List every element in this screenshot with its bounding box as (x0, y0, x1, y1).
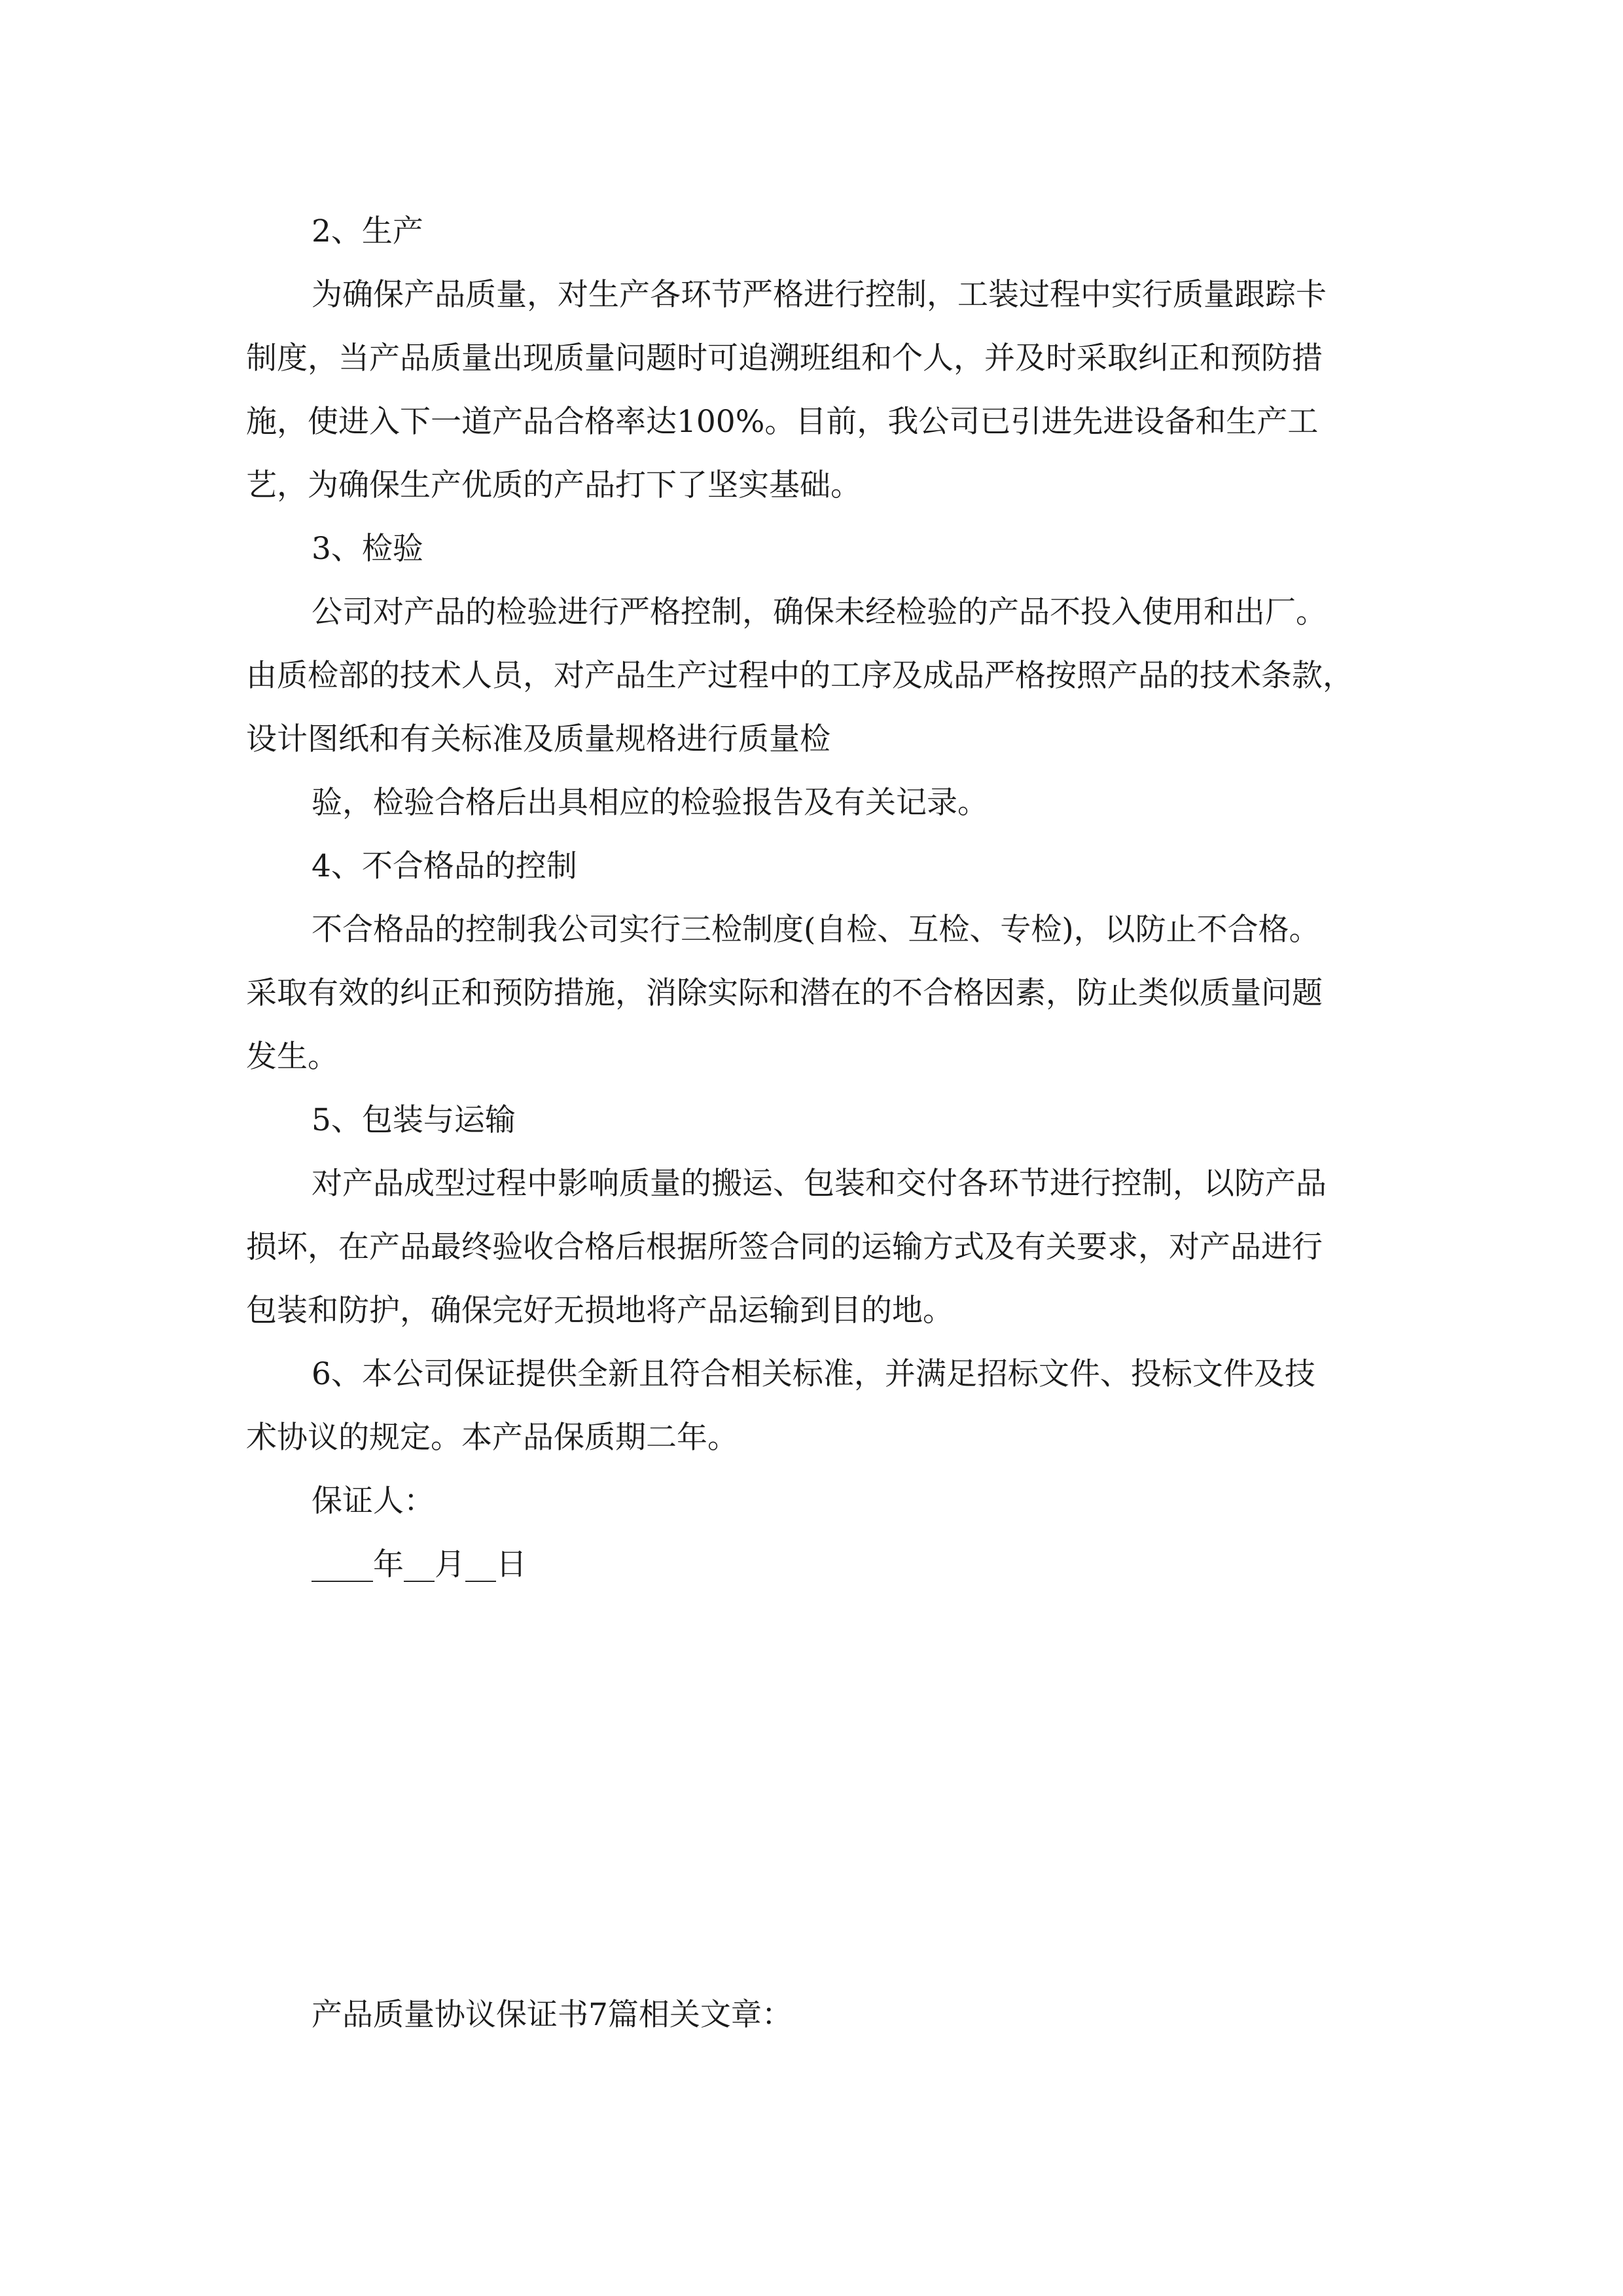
section-heading-nonconforming: 4、不合格品的控制 (312, 848, 577, 884)
guarantor-label: 保证人： (312, 1483, 435, 1519)
paragraph-line: 艺，为确保生产优质的产品打下了坚实基础。 (246, 467, 861, 503)
paragraph-line: 由质检部的技术人员，对产品生产过程中的工序及成品严格按照产品的技术条款， (246, 658, 1353, 694)
paragraph-line: 设计图纸和有关标准及质量规格进行质量检 (246, 721, 830, 757)
paragraph-line: 发生。 (246, 1039, 338, 1075)
paragraph-line: 采取有效的纠正和预防措施，消除实际和潜在的不合格因素，防止类似质量问题 (246, 975, 1323, 1011)
paragraph-line: 不合格品的控制我公司实行三检制度(自检、互检、专检)，以防止不合格。 (312, 912, 1320, 948)
paragraph-line: 术协议的规定。本产品保质期二年。 (246, 1420, 738, 1456)
section-heading-inspection: 3、检验 (312, 531, 423, 567)
paragraph-line: 包装和防护，确保完好无损地将产品运输到目的地。 (246, 1293, 954, 1329)
section-heading-production: 2、生产 (312, 213, 423, 249)
document-body (246, 200, 1385, 1596)
paragraph-line: 对产品成型过程中影响质量的搬运、包装和交付各环节进行控制，以防产品 (312, 1166, 1327, 1202)
paragraph-line: 制度，当产品质量出现质量问题时可追溯班组和个人，并及时采取纠正和预防措 (246, 340, 1323, 376)
paragraph-line: 为确保产品质量，对生产各环节严格进行控制，工装过程中实行质量跟踪卡 (312, 277, 1327, 313)
section-heading-packaging: 5、包装与运输 (312, 1102, 516, 1138)
related-articles-heading: 产品质量协议保证书7篇相关文章： (312, 1997, 793, 2033)
paragraph-line: 施，使进入下一道产品合格率达100%。目前，我公司已引进先进设备和生产工 (246, 404, 1319, 440)
paragraph-line: 损坏，在产品最终验收合格后根据所签合同的运输方式及有关要求，对产品进行 (246, 1229, 1323, 1265)
paragraph-line: 公司对产品的检验进行严格控制，确保未经检验的产品不投入使用和出厂。 (312, 594, 1327, 630)
section-item-warranty: 6、本公司保证提供全新且符合相关标准，并满足招标文件、投标文件及技 (312, 1356, 1315, 1392)
paragraph-line: 验，检验合格后出具相应的检验报告及有关记录。 (312, 785, 988, 821)
date-line: ____年__月__日 (312, 1547, 527, 1583)
